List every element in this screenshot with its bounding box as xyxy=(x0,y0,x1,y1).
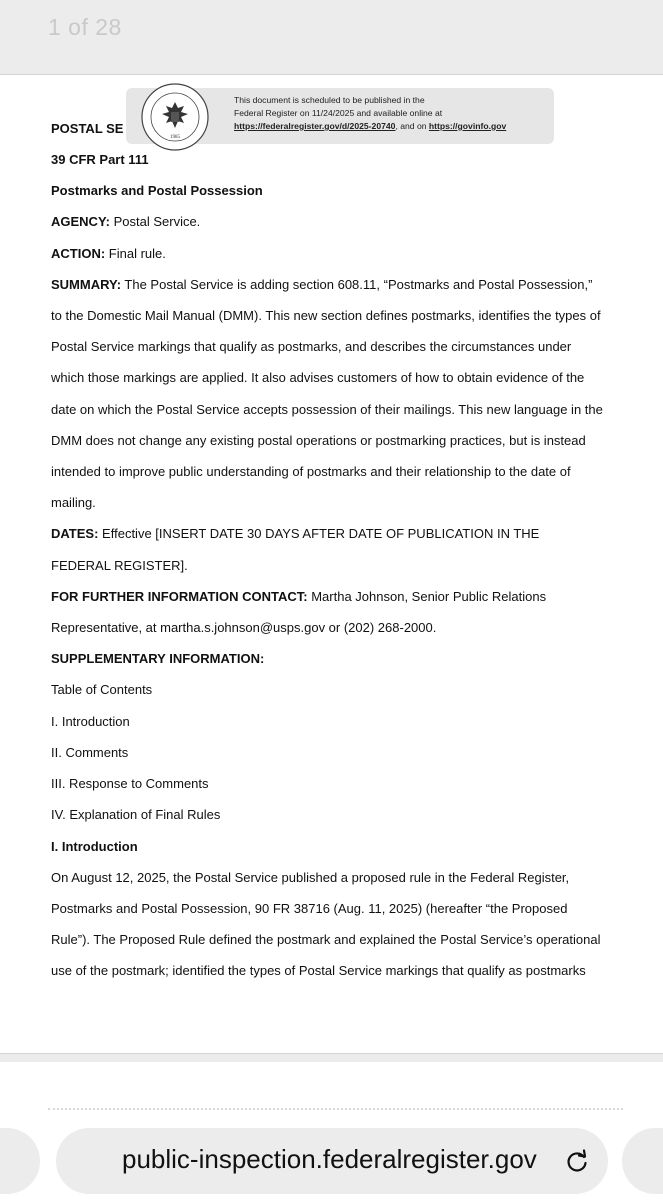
dates-line xyxy=(51,526,539,541)
summary-text: Postal Service markings that qualify as postmarks, and describes the circumstances under xyxy=(51,339,572,354)
url-text[interactable]: public-inspection.federalregister.gov xyxy=(122,1144,537,1174)
action-line xyxy=(51,246,166,261)
intro-heading: I. Introduction xyxy=(51,839,138,854)
summary-text: date on which the Postal Service accepts possession of their mailings. This new language in the xyxy=(51,402,603,417)
contact-line xyxy=(51,589,546,604)
toc-item: II. Comments xyxy=(51,745,129,760)
dates-label: DATES: xyxy=(51,526,99,541)
govinfo-link[interactable]: https://govinfo.gov xyxy=(428,121,507,131)
seal-year: 1985 xyxy=(170,135,180,140)
stamp-line: This document is scheduled to be published in the xyxy=(234,95,425,105)
intro-text: use of the postmark; identified the types of Postal Service markings that qualify as postmarks xyxy=(51,963,586,978)
reload-icon[interactable] xyxy=(562,1146,592,1176)
toc-item: I. Introduction xyxy=(51,714,130,729)
stamp-line: Federal Register on 11/24/2025 and available online at xyxy=(234,108,443,118)
dates-text: Effective [INSERT DATE 30 DAYS AFTER DATE OF PUBLICATION IN THE xyxy=(98,526,540,541)
page-counter: 1 of 28 xyxy=(48,14,122,40)
contact-text: Martha Johnson, Senior Public Relations xyxy=(307,589,547,604)
summary-line xyxy=(51,277,592,292)
agency-line xyxy=(51,214,200,229)
summary-text: DMM does not change any existing postal operations or postmarking practices, but is instead xyxy=(51,433,586,448)
national-archives-seal-icon xyxy=(140,82,210,152)
cfr-part: 39 CFR Part 111 xyxy=(51,152,149,167)
intro-text: Rule”). The Proposed Rule defined the postmark and explained the Postal Service’s operational xyxy=(51,932,601,947)
agency-label: AGENCY: xyxy=(51,214,110,229)
stamp-text xyxy=(234,94,506,133)
toc-item: III. Response to Comments xyxy=(51,776,209,791)
stamp-line xyxy=(234,120,506,133)
summary-text: which those markings are applied. It also advises customers of how to obtain evidence of the xyxy=(51,370,585,385)
toc-item: IV. Explanation of Final Rules xyxy=(51,807,221,822)
document-page xyxy=(0,74,663,1054)
intro-text: On August 12, 2025, the Postal Service published a proposed rule in the Federal Register, xyxy=(51,870,570,885)
document-title: Postmarks and Postal Possession xyxy=(51,183,263,198)
agency-value: Postal Service. xyxy=(109,214,201,229)
agency-header: POSTAL SE xyxy=(51,121,124,136)
contact-label: FOR FURTHER INFORMATION CONTACT: xyxy=(51,589,308,604)
intro-text: Postmarks and Postal Possession, 90 FR 38716 (Aug. 11, 2025) (hereafter “the Proposed xyxy=(51,901,568,916)
dates-text: FEDERAL REGISTER]. xyxy=(51,558,188,573)
contact-text: Representative, at martha.s.johnson@usps.gov or (202) 268-2000. xyxy=(51,620,437,635)
action-label: ACTION: xyxy=(51,246,106,261)
supplementary-label: SUPPLEMENTARY INFORMATION: xyxy=(51,651,265,666)
summary-text: mailing. xyxy=(51,495,96,510)
summary-label: SUMMARY: xyxy=(51,277,122,292)
summary-text: intended to improve public understanding of postmarks and their relationship to the date of xyxy=(51,464,571,479)
stamp-line-mid: , and on xyxy=(395,121,429,131)
action-value: Final rule. xyxy=(105,246,166,261)
federalregister-link[interactable]: https://federalregister.gov/d/2025-20740 xyxy=(234,121,396,131)
next-page-faint-text xyxy=(48,1108,623,1113)
address-bar[interactable] xyxy=(56,1128,608,1194)
summary-text: to the Domestic Mail Manual (DMM). This new section defines postmarks, identifies the types of xyxy=(51,308,601,323)
toc-title: Table of Contents xyxy=(51,682,153,697)
summary-text: The Postal Service is adding section 608.11, “Postmarks and Postal Possession,” xyxy=(121,277,593,292)
